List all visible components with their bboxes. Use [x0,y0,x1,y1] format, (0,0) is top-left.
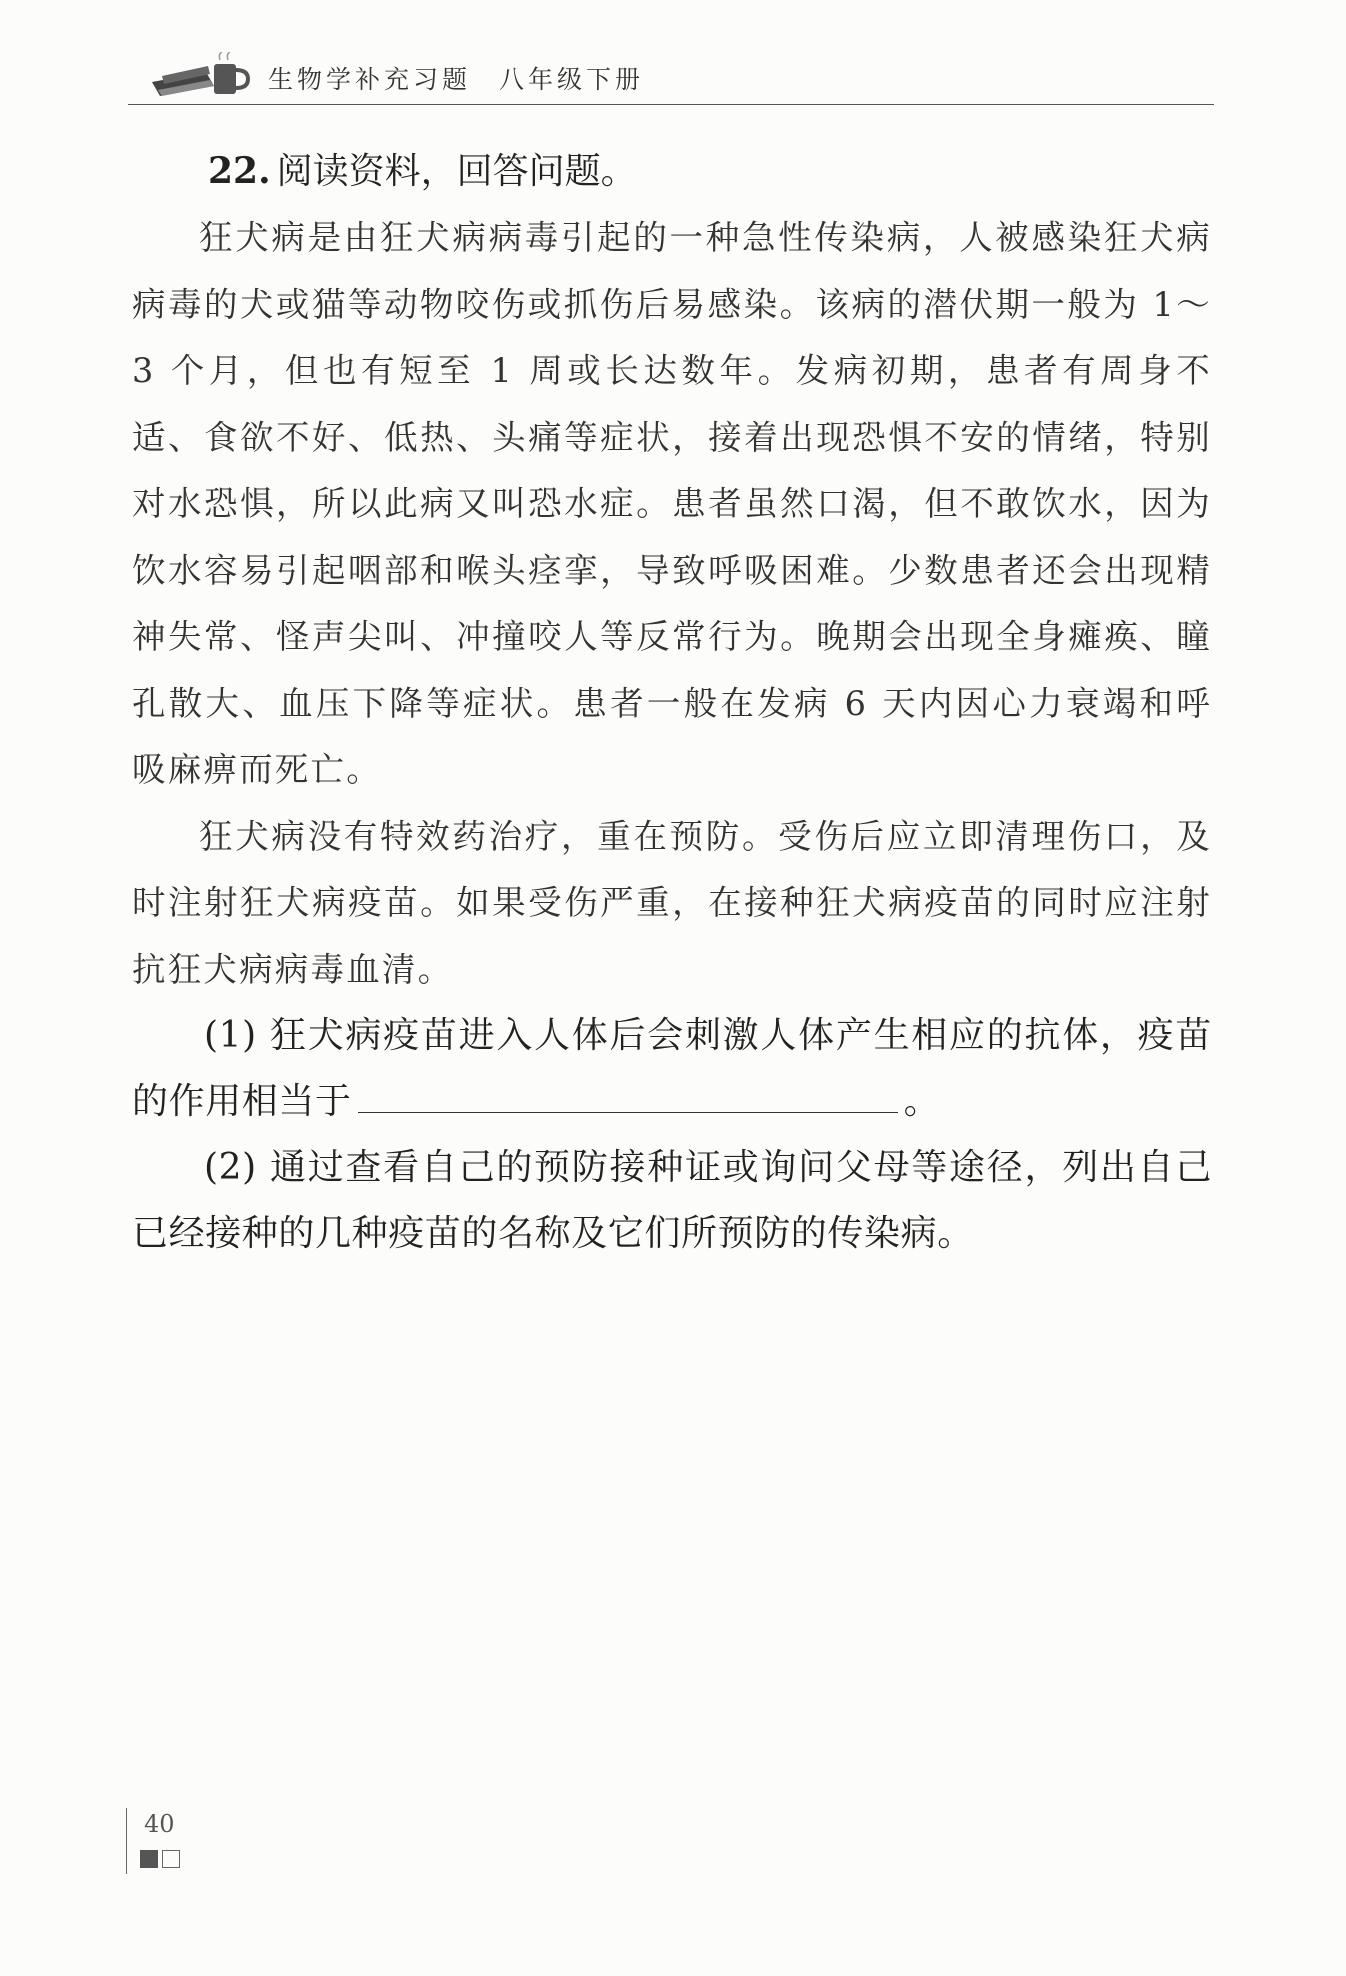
reading-paragraph-1: 狂犬病是由狂犬病病毒引起的一种急性传染病，人被感染狂犬病病毒的犬或猫等动物咬伤或抓伤后易感染。该病的潜伏期一般为 1～3 个月，但也有短至 1 周或长达数年。发病初期，患者有周身不适、食欲不好、低热、头痛等症状，接着出现恐惧不安的情绪，特别对水恐惧，所以此病又叫恐水症。患者虽然口渴，但不敢饮水，因为饮水容易引起咽部和喉头痉挛，导致呼吸困难。少数患者还会出现精神失常、怪声尖叫、冲撞咬人等反常行为。晚期会出现全身瘫痪、瞳孔散大、血压下降等症状。患者一般在发病 6 天内因心力衰竭和呼吸麻痹而死亡。 [132,218,1212,789]
sub-question-2-label: (2) [204,1147,257,1188]
book-subject: 生物学补充习题 [268,65,472,94]
question-number: 22. [208,150,271,192]
page-header [128,44,1214,106]
book-title [268,60,644,96]
question-instruction: 阅读资料，回答问题。 [276,151,637,192]
question-22 [132,138,1212,1267]
reading-paragraph-2: 狂犬病没有特效药治疗，重在预防。受伤后应立即清理伤口，及时注射狂犬病疫苗。如果受伤严重，在接种狂犬病疫苗的同时应注射抗狂犬病病毒血清。 [132,816,1212,989]
answer-blank[interactable] [358,1082,898,1113]
books-and-mug-icon [148,52,268,104]
filled-square-icon [140,1850,158,1868]
question-heading [208,138,1212,205]
sub-question-1 [132,1003,1212,1135]
sub-question-1-text: 狂犬病疫苗进入人体后会刺激人体产生相应的抗体，疫苗的作用相当于 [132,1015,1212,1122]
footer-divider [126,1808,127,1874]
empty-square-icon [162,1850,180,1868]
page-number: 40 [144,1810,175,1838]
sub-question-1-end: 。 [903,1081,941,1122]
sub-question-2 [132,1135,1212,1267]
book-grade: 八年级下册 [499,65,645,94]
sub-question-2-text: 通过查看自己的预防接种证或询问父母等途径，列出自己已经接种的几种疫苗的名称及它们所预防的传染病。 [132,1147,1212,1254]
sub-question-1-label: (1) [204,1015,257,1056]
header-divider [128,104,1214,105]
